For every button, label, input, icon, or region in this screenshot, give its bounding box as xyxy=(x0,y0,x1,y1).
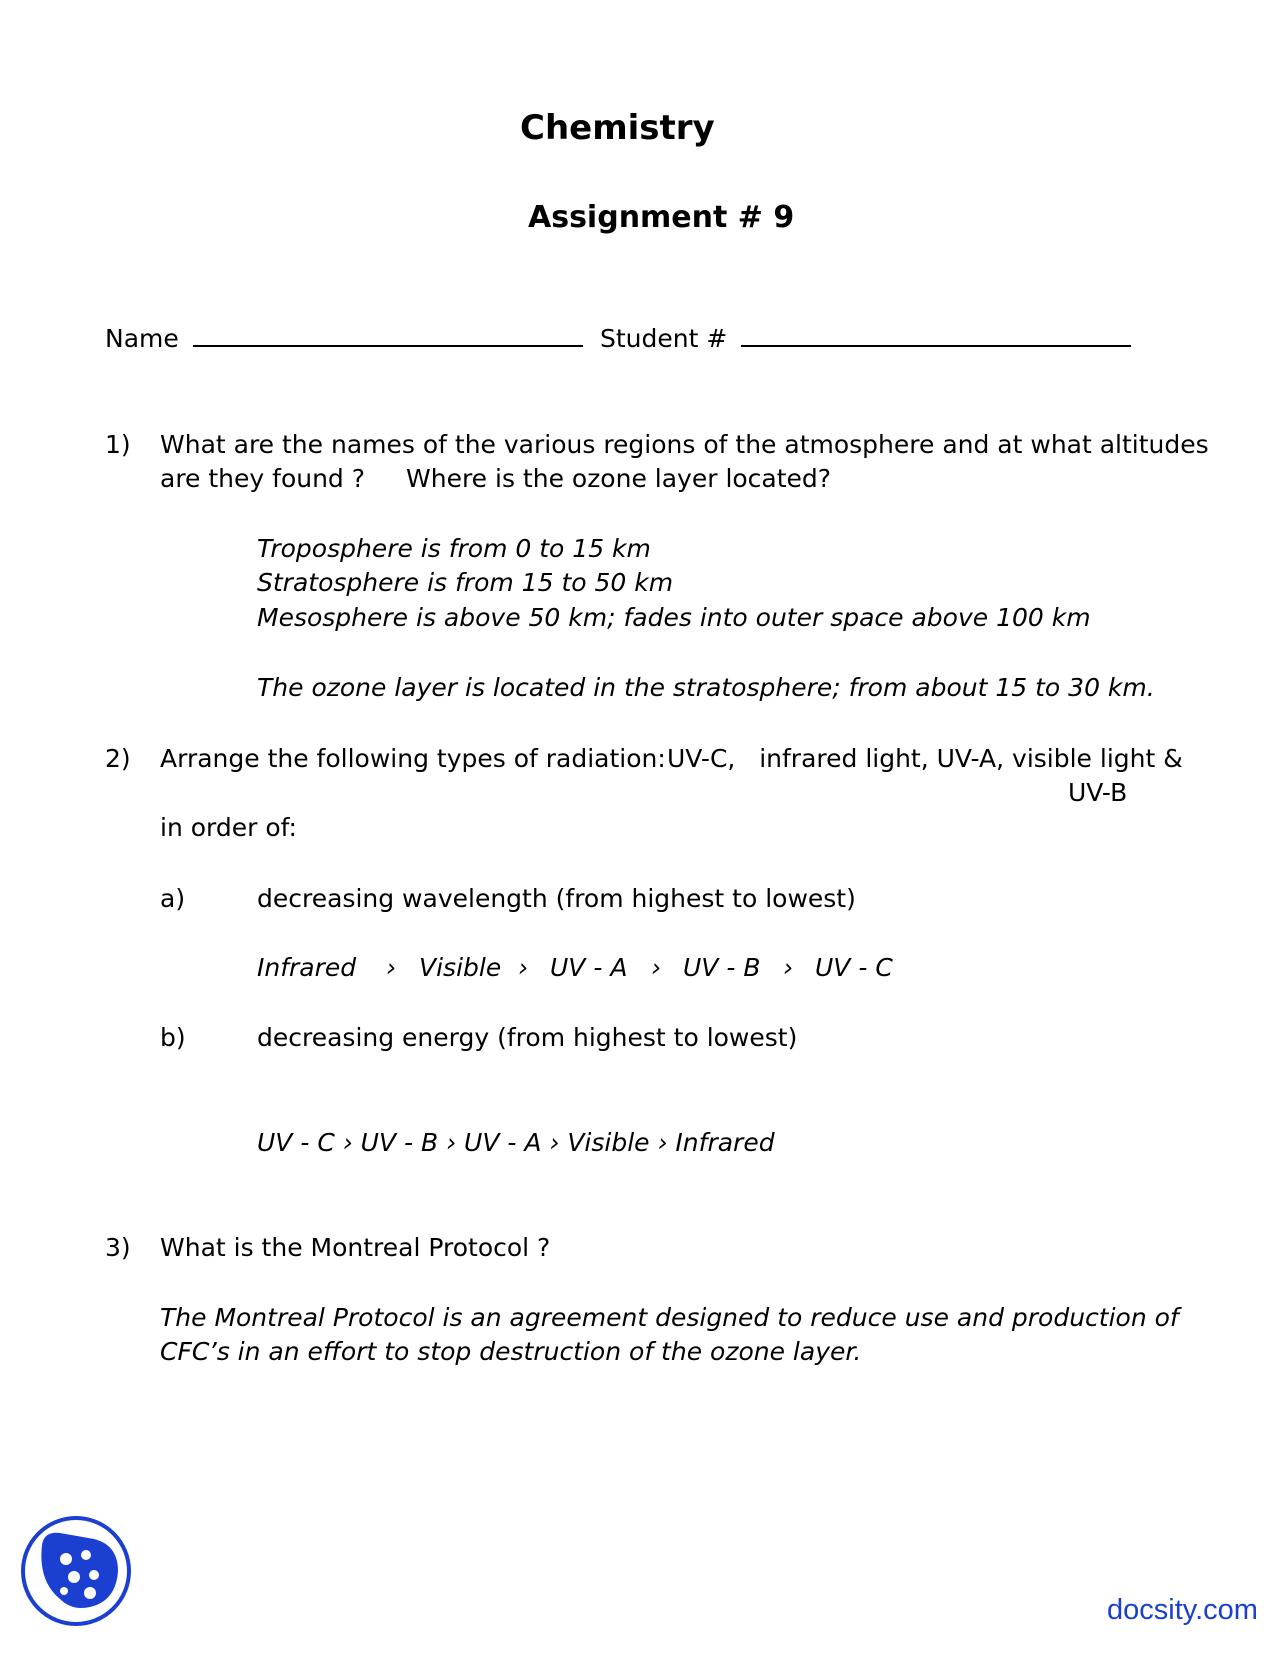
docsity-logo-icon xyxy=(20,1515,132,1627)
assignment-subtitle: Assignment # 9 xyxy=(528,200,795,235)
q1-answer-troposphere: Troposphere is from 0 to 15 km xyxy=(257,534,651,563)
docsity-brand-link[interactable]: docsity.com xyxy=(1107,1594,1258,1626)
student-number-blank-line xyxy=(741,345,1131,347)
document-title: Chemistry xyxy=(520,108,715,148)
q2b-label: b) xyxy=(160,1023,186,1052)
q1-line2a: are they found ? xyxy=(160,464,366,493)
student-number-field xyxy=(600,324,1131,353)
q2b-text: decreasing energy (from highest to lowest) xyxy=(257,1023,798,1052)
name-label: Name xyxy=(105,324,179,353)
q2a-separator-1: › xyxy=(386,953,396,982)
q1-line2b: Where is the ozone layer located? xyxy=(406,464,832,493)
q2-prompt: Arrange the following types of radiation: xyxy=(160,744,666,773)
name-blank-line xyxy=(193,345,583,347)
q1-answer-stratosphere: Stratosphere is from 15 to 50 km xyxy=(257,568,674,597)
q1-answer-ozone: The ozone layer is located in the stratosphere; from about 15 to 30 km. xyxy=(257,673,1155,702)
q1-line1: What are the names of the various regions of the atmosphere and at what altitudes xyxy=(160,430,1209,459)
q3-answer-line1: The Montreal Protocol is an agreement designed to reduce use and production of xyxy=(160,1303,1179,1332)
name-field xyxy=(105,324,583,353)
q2a-separator-3: › xyxy=(651,953,661,982)
q2-in-order-of: in order of: xyxy=(160,813,297,842)
q2a-label: a) xyxy=(160,884,186,913)
q3-question: What is the Montreal Protocol ? xyxy=(160,1233,551,1262)
q2a-text: decreasing wavelength (from highest to lowest) xyxy=(257,884,856,913)
q2a-answer-item-uva: UV - A xyxy=(550,953,628,982)
q3-answer-line2: CFC’s in an effort to stop destruction of the ozone layer. xyxy=(160,1337,862,1366)
q2a-answer-item-uvc: UV - C xyxy=(815,953,893,982)
q2-number: 2) xyxy=(105,744,131,773)
q2b-answer: UV - C › UV - B › UV - A › Visible › Infrared xyxy=(257,1128,775,1157)
q1-answer-mesosphere: Mesosphere is above 50 km; fades into outer space above 100 km xyxy=(257,603,1091,632)
student-number-label: Student # xyxy=(600,324,728,353)
q2-radiation-list: UV-C, infrared light, UV-A, visible light & xyxy=(667,744,1183,773)
q2a-answer-item-visible: Visible xyxy=(419,953,502,982)
q2a-separator-2: › xyxy=(518,953,528,982)
q2a-separator-4: › xyxy=(783,953,793,982)
q2a-answer-item-infrared: Infrared xyxy=(257,953,357,982)
q2a-answer-item-uvb: UV - B xyxy=(683,953,761,982)
q3-number: 3) xyxy=(105,1233,131,1262)
q1-number: 1) xyxy=(105,430,131,459)
q2-radiation-list-continued: UV-B xyxy=(1068,778,1128,807)
